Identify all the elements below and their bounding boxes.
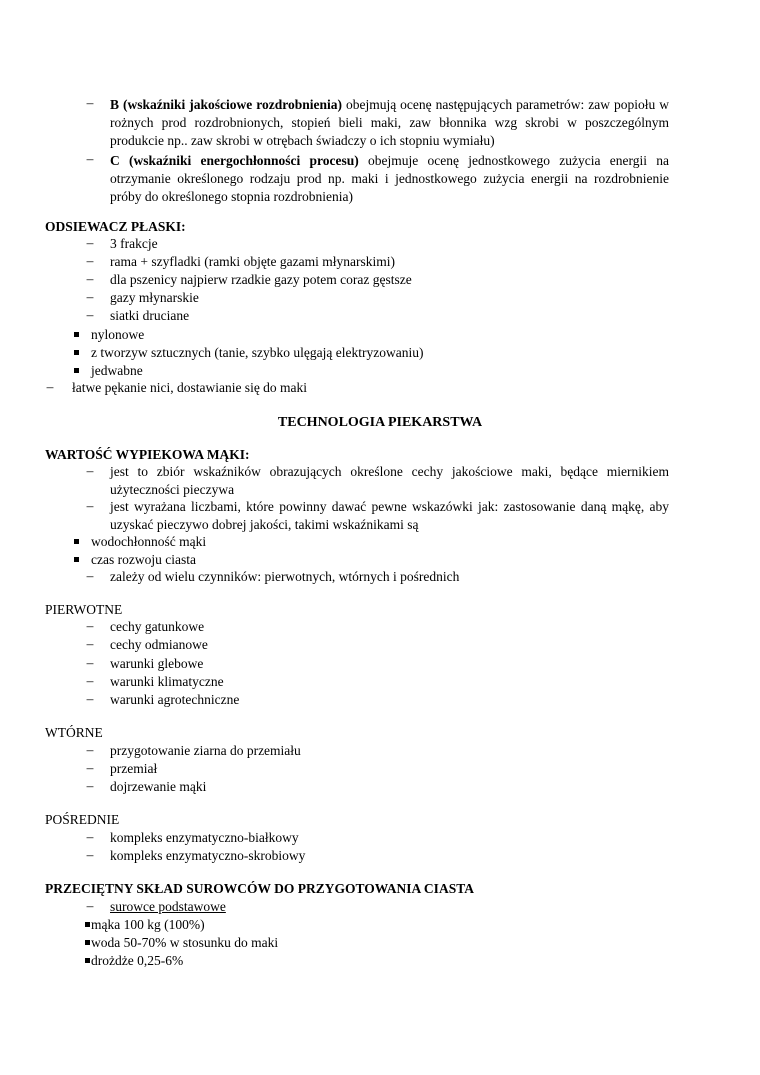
- dash-bullet: –: [86, 847, 94, 862]
- list-item: dojrzewanie mąki: [110, 779, 207, 794]
- list-item: dla pszenicy najpierw rzadkie gazy potem coraz gęstsze: [110, 272, 412, 287]
- sub-list-item: z tworzyw sztucznych (tanie, szybko ulęgają elektryzowaniu): [91, 345, 424, 360]
- dash-bullet: –: [86, 636, 94, 651]
- dash-bullet: –: [86, 691, 94, 706]
- dash-bullet: –: [86, 898, 94, 913]
- c-indicators-text: obejmuje ocenę jednostkowego zużycia energii na otrzymanie określonego rodzaju prod np. maki i jednostkowego zużycia energii na rozdrobnienie próby do określonego stopnia rozdrobnienia): [110, 153, 669, 204]
- sub-list-item: nylonowe: [91, 327, 145, 342]
- b-indicators-term: B (wskaźniki jakościowe rozdrobnienia): [110, 97, 342, 112]
- sklad-heading: PRZECIĘTNY SKŁAD SUROWCÓW DO PRZYGOTOWANIA CIASTA: [45, 881, 474, 896]
- square-bullet-icon: [85, 940, 90, 945]
- list-item: warunki klimatyczne: [110, 674, 224, 689]
- page-title: TECHNOLOGIA PIEKARSTWA: [277, 415, 483, 430]
- list-item: przemiał: [110, 761, 158, 776]
- dash-bullet: –: [86, 463, 94, 478]
- sub-list-item: jedwabne: [91, 363, 143, 378]
- list-item: surowce podstawowe: [110, 899, 226, 914]
- dash-bullet: –: [86, 829, 94, 844]
- list-item: jest to zbiór wskaźników obrazujących określone cechy jakościowe maki, będące miernikiem użyteczności pieczywa: [110, 464, 669, 497]
- list-item: 3 frakcje: [110, 236, 158, 251]
- b-indicators-paragraph: [110, 96, 669, 150]
- dash-bullet: –: [86, 289, 94, 304]
- list-item: zależy od wielu czynników: pierwotnych, wtórnych i pośrednich: [110, 569, 460, 584]
- posrednie-heading: POŚREDNIE: [45, 812, 120, 827]
- square-bullet-icon: [74, 557, 79, 562]
- outer-list-item: łatwe pękanie nici, dostawianie się do maki: [72, 380, 308, 395]
- c-indicators-paragraph: [110, 152, 669, 206]
- sub-list-item: mąka 100 kg (100%): [91, 917, 205, 932]
- dash-bullet: –: [86, 253, 94, 268]
- dash-bullet: –: [86, 307, 94, 322]
- dash-bullet: –: [86, 568, 94, 583]
- wartosc-heading: WARTOŚĆ WYPIEKOWA MĄKI:: [45, 447, 250, 462]
- sub-list-item: wodochłonność mąki: [91, 534, 207, 549]
- list-item: gazy młynarskie: [110, 290, 199, 305]
- list-item: przygotowanie ziarna do przemiału: [110, 743, 301, 758]
- dash-bullet: –: [86, 151, 94, 166]
- dash-bullet: –: [46, 379, 54, 394]
- pierwotne-heading: PIERWOTNE: [45, 602, 123, 617]
- square-bullet-icon: [74, 332, 79, 337]
- list-item: kompleks enzymatyczno-skrobiowy: [110, 848, 306, 863]
- list-item: cechy gatunkowe: [110, 619, 205, 634]
- c-indicators-term: C (wskaźniki energochłonności procesu): [110, 153, 359, 168]
- dash-bullet: –: [86, 271, 94, 286]
- list-item: siatki druciane: [110, 308, 190, 323]
- square-bullet-icon: [74, 368, 79, 373]
- dash-bullet: –: [86, 498, 94, 513]
- dash-bullet: –: [86, 618, 94, 633]
- dash-bullet: –: [86, 95, 94, 110]
- odsiewacz-heading: ODSIEWACZ PŁASKI:: [45, 219, 186, 234]
- dash-bullet: –: [86, 778, 94, 793]
- b-indicators-text: obejmują ocenę następujących parametrów: zaw popiołu w rożnych prod rozdrobnionych, stopień bieli maki, zaw błonnika wzg skrobi w poszczególnym produkcie np.. zaw skrobi w otrębach świadczy o ich stopniu wymiału): [110, 97, 669, 148]
- square-bullet-icon: [74, 539, 79, 544]
- list-item: rama + szyfladki (ramki objęte gazami młynarskimi): [110, 254, 396, 269]
- dash-bullet: –: [86, 655, 94, 670]
- square-bullet-icon: [85, 958, 90, 963]
- list-item: cechy odmianowe: [110, 637, 208, 652]
- list-item: kompleks enzymatyczno-białkowy: [110, 830, 299, 845]
- square-bullet-icon: [74, 350, 79, 355]
- dash-bullet: –: [86, 742, 94, 757]
- square-bullet-icon: [85, 922, 90, 927]
- sub-list-item: drożdże 0,25-6%: [91, 953, 184, 968]
- sub-list-item: woda 50-70% w stosunku do maki: [91, 935, 279, 950]
- dash-bullet: –: [86, 760, 94, 775]
- dash-bullet: –: [86, 235, 94, 250]
- list-item: jest wyrażana liczbami, które powinny dawać pewne wskazówki jak: zastosowanie daną mąkę, aby uzyskać pieczywo dobrej jakości, takimi wskaźnikami są: [110, 499, 669, 532]
- list-item: warunki agrotechniczne: [110, 692, 240, 707]
- wtorne-heading: WTÓRNE: [45, 725, 103, 740]
- sub-list-item: czas rozwoju ciasta: [91, 552, 196, 567]
- list-item: warunki glebowe: [110, 656, 204, 671]
- dash-bullet: –: [86, 673, 94, 688]
